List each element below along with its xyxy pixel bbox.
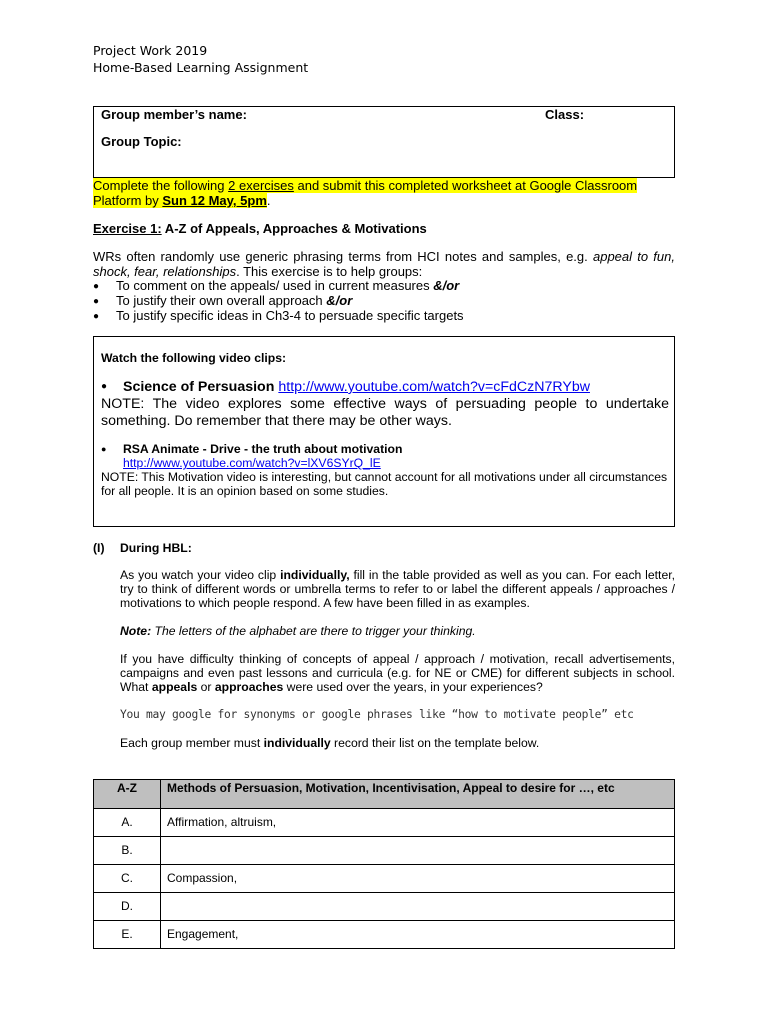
video-clips-box — [93, 336, 675, 527]
bullet-item — [93, 278, 675, 293]
p3-or: or — [197, 680, 215, 694]
bullet-text: To justify their own overall approach — [116, 293, 327, 308]
bullet-text: To comment on the appeals/ used in current measures — [116, 278, 434, 293]
intro-text: WRs often randomly use generic phrasing terms from HCI notes and samples, e.g. — [93, 249, 593, 264]
instructions-text-2: and submit this completed worksheet at Google Classroom — [293, 178, 638, 193]
during-hbl-heading: During HBL: — [120, 541, 192, 555]
bullet-item — [93, 308, 675, 323]
hbl-paragraph-3 — [120, 652, 675, 694]
intro-examples: appeal to fun, shock, fear, relationships — [93, 249, 675, 279]
hbl-google-tip: You may google for synonyms or google phrases like “how to motivate people” etc — [120, 708, 634, 721]
table-row — [94, 809, 675, 837]
group-topic-label: Group Topic: — [101, 134, 182, 149]
p5-text-2: record their list on the template below. — [330, 736, 540, 750]
exercise1-heading — [93, 221, 427, 237]
instructions-text: Complete the following — [93, 178, 229, 193]
bullet-icon: ● — [93, 296, 100, 307]
header-subtitle: Home-Based Learning Assignment — [93, 60, 309, 75]
document-header — [93, 42, 308, 76]
clip1-title: Science of Persuasion — [123, 379, 275, 395]
bullet-icon: ● — [93, 281, 100, 292]
row-value[interactable] — [161, 893, 675, 921]
row-letter: C. — [94, 865, 161, 893]
table-row — [94, 921, 675, 949]
row-letter: E. — [94, 921, 161, 949]
bullet-tail: &/or — [326, 293, 353, 308]
class-label: Class: — [545, 107, 585, 122]
bullet-icon: ● — [101, 444, 107, 454]
exercise1-bullets — [93, 278, 675, 323]
p1-emph: individually, — [280, 568, 350, 582]
table-row — [94, 893, 675, 921]
table-header-row — [94, 780, 675, 809]
clip1-link[interactable]: http://www.youtube.com/watch?v=cFdCzN7RYbw — [278, 379, 590, 395]
instructions — [93, 178, 678, 208]
p3-approaches: approaches — [214, 680, 284, 694]
note-label: Note: — [120, 624, 152, 638]
row-letter: D. — [94, 893, 161, 921]
instructions-period: . — [266, 193, 271, 208]
deadline: Sun 12 May, 5pm — [162, 193, 267, 208]
clip2 — [101, 442, 669, 498]
row-letter: B. — [94, 837, 161, 865]
clip1 — [101, 378, 669, 430]
bullet-item — [93, 293, 675, 308]
clip2-link[interactable]: http://www.youtube.com/watch?v=lXV6SYrQ_lE — [123, 456, 381, 470]
row-letter: A. — [94, 809, 161, 837]
clip1-note: NOTE: The video explores some effective ways of persuading people to undertake something. Do remember that there may be other ways. — [101, 396, 669, 429]
bullet-tail: &/or — [433, 278, 460, 293]
row-value[interactable]: Affirmation, altruism, — [161, 809, 675, 837]
group-member-label: Group member’s name: — [101, 107, 247, 122]
exercise1-title: A-Z of Appeals, Approaches & Motivations — [161, 221, 427, 236]
bullet-text: To justify specific ideas in Ch3-4 to persuade specific targets — [116, 308, 464, 323]
p1-text-2: fill in the table provided as well as you can. For each letter, try to think of different words or umbrella terms to refer to or label the different appeals / approaches / motivations to which people respond. A few have been filled in as examples. — [120, 568, 675, 610]
hbl-paragraph-1 — [120, 568, 675, 610]
clip2-title: RSA Animate - Drive - the truth about motivation — [123, 442, 403, 456]
bullet-icon: ● — [101, 381, 108, 392]
row-value[interactable]: Compassion, — [161, 865, 675, 893]
hbl-paragraph-5 — [120, 736, 539, 751]
header-methods: Methods of Persuasion, Motivation, Incentivisation, Appeal to desire for …, etc — [161, 780, 675, 809]
p3-text-2: were used over the years, in your experiences? — [283, 680, 543, 694]
instructions-text-3: Platform by — [93, 193, 163, 208]
bullet-icon: ● — [93, 311, 100, 322]
clip2-note: NOTE: This Motivation video is interesting, but cannot account for all motivations under all circumstances for all people. It is an opinion based on some studies. — [101, 470, 668, 498]
table-row — [94, 837, 675, 865]
p5-emph: individually — [263, 736, 331, 750]
row-value[interactable] — [161, 837, 675, 865]
exercise1-label: Exercise 1: — [93, 221, 162, 236]
intro-text-2: . This exercise is to help groups: — [236, 264, 423, 279]
row-value[interactable]: Engagement, — [161, 921, 675, 949]
exercise1-intro — [93, 249, 675, 279]
p5-text: Each group member must — [120, 736, 264, 750]
exercises-count: 2 exercises — [228, 178, 294, 193]
group-info-box — [93, 106, 675, 178]
table-row — [94, 865, 675, 893]
video-heading: Watch the following video clips: — [101, 351, 287, 365]
az-table — [93, 779, 675, 949]
header-title: Project Work 2019 — [93, 43, 208, 58]
p1-text: As you watch your video clip — [120, 568, 281, 582]
note-text: The letters of the alphabet are there to trigger your thinking. — [151, 624, 476, 638]
header-az: A-Z — [94, 780, 161, 809]
p3-text: If you have difficulty thinking of concepts of appeal / approach / motivation, recall advertisements, campaigns and even past lessons and curricula (e.g. for NE or CME) for different subjects in school. What — [120, 652, 675, 694]
hbl-note — [120, 624, 476, 639]
p3-appeals: appeals — [151, 680, 198, 694]
section-number: (I) — [93, 541, 105, 555]
